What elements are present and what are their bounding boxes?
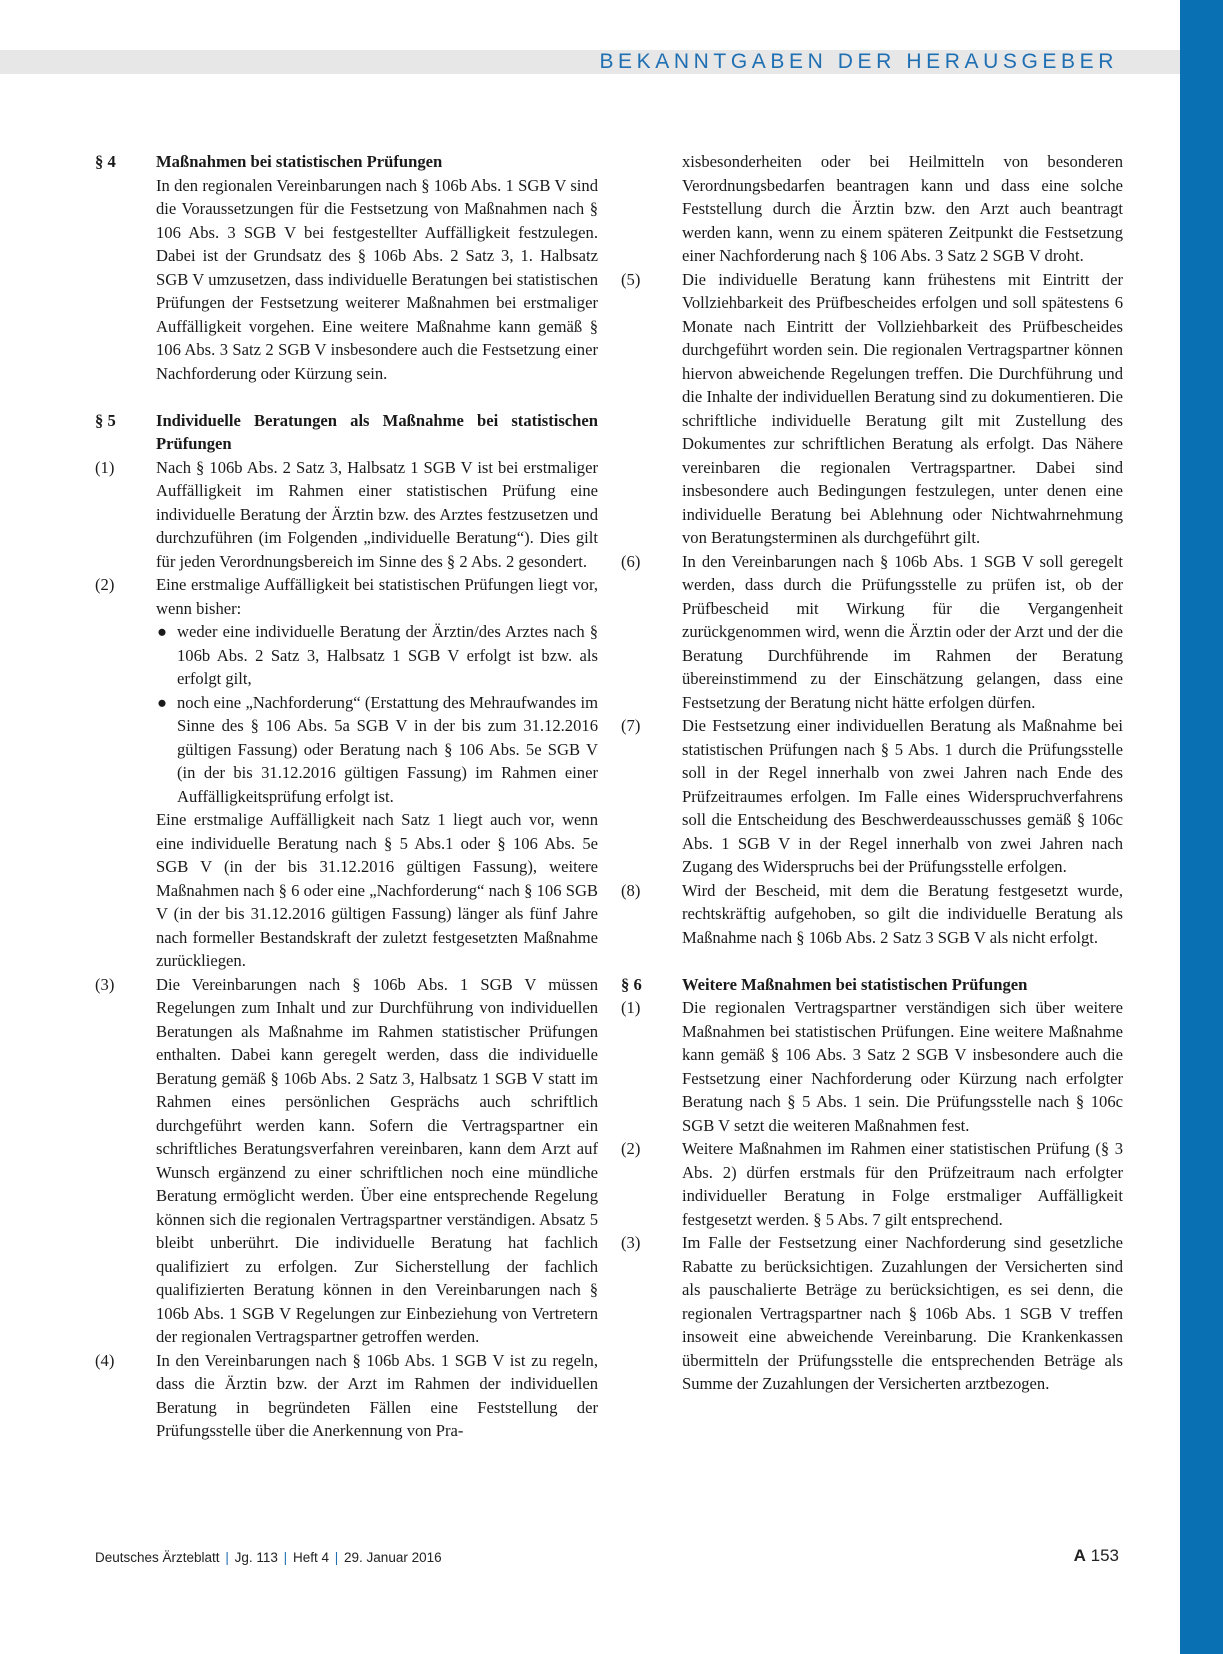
paragraph-text: In den Vereinbarungen nach § 106b Abs. 1 SGB V soll geregelt werden, dass durch die Prüfungsstelle zu prüfen ist, ob der Prüfbescheid mit Wirkung für die Vergangenheit zurückgenommen wird, wenn die Ärztin oder der Arzt und der die Beratung Durchführende im Rahmen der Beratung übereinstimmend zu der Einschätzung gelangen, dass eine Festsetzung der Beratung nicht hätte erfolgen dürfen. bbox=[682, 551, 1123, 712]
section-4-number: § 4 bbox=[95, 152, 116, 171]
footer-separator: | bbox=[225, 1550, 229, 1565]
paragraph-text: Eine erstmalige Auffälligkeit nach Satz 1 liegt auch vor, wenn eine individuelle Beratung nach § 5 Abs.1 oder § 106 Abs. 5e SGB V (in der bis 31.12.2016 gültigen Fassung), weitere Maßnahmen nach § 6 oder eine „Nachforderung“ nach § 106 SGB V (in der bis 31.12.2016 gültigen Fassung) länger als fünf Jahre nach formeller Bestandskraft der zuletzt festgesetzten Maßnahme zurückliegen. bbox=[156, 810, 598, 970]
paragraph-number: (2) bbox=[95, 575, 115, 594]
bullet-item bbox=[156, 620, 598, 691]
paragraph-5-8 bbox=[621, 879, 1123, 950]
accent-sidebar-bar bbox=[1180, 0, 1223, 1654]
section-6-title: Weitere Maßnahmen bei statistischen Prüfungen bbox=[682, 974, 1028, 994]
paragraph-number: (3) bbox=[95, 974, 115, 994]
paragraph-number: (5) bbox=[621, 269, 641, 289]
bullet-dot-icon: ● bbox=[157, 692, 168, 712]
paragraph-text: In den Vereinbarungen nach § 106b Abs. 1 SGB V ist zu regeln, dass die Ärztin bzw. der Arzt im Rahmen der individuellen Beratung in begründeten Fällen eine Feststellung der Prüfungsstelle über die Anerkennung von Pra- bbox=[156, 1350, 598, 1440]
paragraph-text: Im Falle der Festsetzung einer Nachforderung sind gesetzliche Rabatte zu berücksichtigen. Zuzahlungen der Versicherten sind als pauschalierte Beträge zu berücksichtigen, es sei denn, die regionalen Vertragspartner nach § 106b Abs. 1 SGB V treffen insoweit eine abweichende Vereinbarung. Die Krankenkassen übermitteln der Prüfungsstelle die entsprechenden Beträge als Summe der Zuzahlungen der Versicherten arztbezogen. bbox=[682, 1233, 1123, 1393]
footer-citation bbox=[95, 1550, 442, 1565]
paragraph-text: xisbesonderheiten oder bei Heilmitteln von besonderen Verordnungsbedarfen beantragen kann und dass eine solche Feststellung durch die Ärztin bzw. den Arzt auch beantragt werden kann, wenn zu einem späteren Zeitpunkt die Festsetzung einer Nachforderung nach § 106 Abs. 3 Satz 2 SGB V droht. bbox=[682, 152, 1123, 265]
issue-date: 29. Januar 2016 bbox=[344, 1550, 442, 1565]
left-column bbox=[95, 150, 598, 1443]
section-4-title: Maßnahmen bei statistischen Prüfungen bbox=[156, 152, 443, 171]
paragraph-number: (6) bbox=[621, 551, 641, 571]
paragraph-5-3 bbox=[95, 973, 598, 1349]
section-5-number: § 5 bbox=[95, 410, 116, 430]
paragraph-5-2 bbox=[95, 573, 598, 973]
footer-separator: | bbox=[283, 1550, 288, 1565]
paragraph-text: Nach § 106b Abs. 2 Satz 3, Halbsatz 1 SGB V ist bei erstmaliger Auffälligkeit im Rahmen einer statistischen Prüfung eine individuelle Beratung der Ärztin bzw. des Arztes festzusetzen und durchzuführen (im Folgenden „individuelle Beratung“). Dies gilt für jeden Verordnungsbereich im Sinne des § 2 Abs. 2 gesondert. bbox=[156, 457, 598, 571]
paragraph-number: (4) bbox=[95, 1350, 115, 1370]
paragraph-text: Die Festsetzung einer individuellen Beratung als Maßnahme bei statistischen Prüfungen nach § 5 Abs. 1 durch die Prüfungsstelle soll in der Regel innerhalb von zwei Jahren nach Ende des Prüfzeitraumes erfolgen. Im Falle eines Widerspruchverfahrens soll die Entscheidung des Beschwerdeausschusses gemäß § 106c Abs. 1 SGB V in der Regel innerhalb von zwei Jahren nach Zugang des Widerspruchs bei der Prüfungsstelle erfolgen. bbox=[682, 716, 1123, 876]
paragraph-5-6 bbox=[621, 550, 1123, 715]
paragraph-number: (8) bbox=[621, 880, 641, 900]
page-prefix: A bbox=[1073, 1546, 1086, 1565]
paragraph-text: Die Vereinbarungen nach § 106b Abs. 1 SGB V müssen Regelungen zum Inhalt und zur Durchführung von individuellen Beratungen als Maßnahme im Rahmen statistischer Prüfungen enthalten. Dabei kann geregelt werden, dass die individuelle Beratung gemäß § 106b Abs. 2 Satz 3, Halbsatz 1 SGB V statt im Rahmen eines persönlichen Gesprächs auch schriftlich durchgeführt werden kann. Sofern die Vertragspartner ein schriftliches Beratungsverfahren vereinbaren, kann dem Arzt auf Wunsch ergänzend zu einer schriftlichen noch eine mündliche Beratung ermöglicht werden. Über eine entsprechende Regelung können sich die regionalen Vertragspartner verständigen. Absatz 5 bleibt unberührt. Die individuelle Beratung hat fachlich qualifiziert zu erfolgen. Zur Sicherstellung der fachlich qualifizierten Beratung können in den Vereinbarungen nach § 106b Abs. 1 SGB V Regelungen zur Einbeziehung von Vertretern der regionalen Vertragspartner getroffen werden. bbox=[156, 974, 598, 1346]
section-title: BEKANNTGABEN DER HERAUSGEBER bbox=[599, 50, 1118, 73]
bullet-item bbox=[156, 691, 598, 809]
paragraph-text: Eine erstmalige Auffälligkeit bei statistischen Prüfungen liegt vor, wenn bisher: bbox=[156, 575, 598, 618]
paragraph-number: (3) bbox=[621, 1233, 641, 1252]
paragraph-number: (2) bbox=[621, 1139, 641, 1158]
paragraph-6-1 bbox=[621, 996, 1123, 1137]
paragraph-6-3 bbox=[621, 1231, 1123, 1396]
section-4-text: In den regionalen Vereinbarungen nach § 106b Abs. 1 SGB V sind die Voraussetzungen für die Festsetzung von Maßnahmen nach § 106 Abs. 3 SGB V bei festgestellter Auffälligkeit festzulegen. Dabei ist der Grundsatz des § 106b Abs. 2 Satz 3, 1. Halbsatz SGB V umzusetzen, dass individuelle Beratungen bei statistischen Prüfungen der Festsetzung weiterer Maßnahmen bei erstmaliger Auffälligkeit vorgehen. Eine weitere Maßnahme kann gemäß § 106 Abs. 3 Satz 2 SGB V insbesondere auch die Festsetzung einer Nachforderung oder Kürzung sein. bbox=[156, 175, 598, 383]
paragraph-5-1 bbox=[95, 456, 598, 574]
paragraph-text: Die individuelle Beratung kann frühestens mit Eintritt der Vollziehbarkeit des Prüfbescheides erfolgen und soll spätestens 6 Monate nach Eintritt der Vollziehbarkeit des Prüfbescheides durchgeführt worden sein. Die regionalen Vertragspartner können hiervon abweichende Regelungen treffen. Die Durchführung und die Inhalte der individuellen Beratung sind zu dokumentieren. Die schriftliche individuelle Beratung gilt mit Zustellung des Dokumentes zur schriftlichen Beratung als erfolgt. Das Nähere vereinbaren die regionalen Vertragspartner. Dabei sind insbesondere auch Bedingungen festzulegen, unter denen eine individuelle Beratung bei Ablehnung oder Nichtwahrnehmung von Beratungsterminen als durchgeführt gilt. bbox=[682, 269, 1123, 547]
bullet-text: noch eine „Nachforderung“ (Erstattung des Mehraufwandes im Sinne des § 106 Abs. 5a SGB V in der bis zum 31.12.2016 gültigen Fassung) oder Beratung nach § 106 Abs. 5e SGB V (in der bis 31.12.2016 gültigen Fassung) im Rahmen einer Auffälligkeitsprüfung erfolgt ist. bbox=[177, 692, 598, 806]
paragraph-5-5 bbox=[621, 268, 1123, 550]
bullet-text: weder eine individuelle Beratung der Ärztin/des Arztes nach § 106b Abs. 2 Satz 3, Halbsatz 1 SGB V erfolgt ist bzw. als erfolgt gilt, bbox=[177, 622, 598, 688]
right-column bbox=[621, 150, 1123, 1396]
paragraph-5-4-continued bbox=[621, 150, 1123, 268]
page-number-value: 153 bbox=[1090, 1546, 1119, 1565]
page-number bbox=[1074, 1546, 1119, 1566]
paragraph-5-4 bbox=[95, 1349, 598, 1443]
paragraph-6-2 bbox=[621, 1137, 1123, 1231]
paragraph-text: Wird der Bescheid, mit dem die Beratung festgesetzt wurde, rechtskräftig aufgehoben, so gilt die individuelle Beratung als Maßnahme nach § 106b Abs. 2 Satz 3 SGB V als nicht erfolgt. bbox=[682, 880, 1123, 947]
paragraph-number: (7) bbox=[621, 716, 641, 735]
section-5-title: Individuelle Beratungen als Maßnahme bei statistischen Prüfungen bbox=[156, 410, 598, 453]
paragraph-5-7 bbox=[621, 714, 1123, 879]
bullet-dot-icon: ● bbox=[157, 622, 168, 641]
section-5 bbox=[95, 409, 598, 456]
paragraph-number: (1) bbox=[621, 998, 641, 1017]
section-6 bbox=[621, 973, 1123, 997]
section-4 bbox=[95, 150, 598, 385]
paragraph-number: (1) bbox=[95, 457, 115, 477]
section-6-number: § 6 bbox=[621, 974, 642, 994]
footer-separator: | bbox=[334, 1550, 339, 1565]
journal-name: Deutsches Ärzteblatt bbox=[95, 1550, 220, 1565]
paragraph-text: Weitere Maßnahmen im Rahmen einer statistischen Prüfung (§ 3 Abs. 2) dürfen erstmals für den Prüfzeitraum nach erfolgter individueller Beratung in Folge erstmaliger Auffälligkeit festgesetzt werden. § 5 Abs. 7 gilt entsprechend. bbox=[682, 1139, 1123, 1229]
paragraph-text: Die regionalen Vertragspartner verständigen sich über weitere Maßnahmen bei statistischen Prüfungen. Eine weitere Maßnahme kann gemäß § 106 Abs. 3 Satz 2 SGB V insbesondere auch die Festsetzung einer Nachforderung oder Kürzung nach erfolgter Beratung nach § 5 Abs. 1 sein. Die Prüfungsstelle nach § 106c SGB V setzt die weiteren Maßnahmen fest. bbox=[682, 998, 1123, 1135]
journal-volume: Jg. 113 bbox=[234, 1550, 278, 1565]
journal-issue: Heft 4 bbox=[292, 1550, 329, 1565]
